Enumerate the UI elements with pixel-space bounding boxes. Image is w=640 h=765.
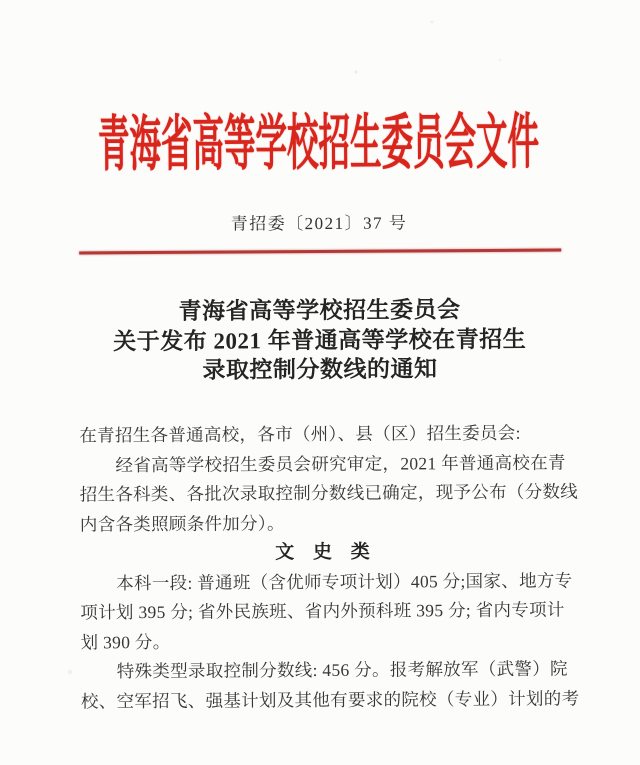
undergrad-tier1-line-3: 划 390 分。 — [80, 631, 171, 652]
intro-paragraph-line-3: 内含各类照顾条件加分）。 — [79, 512, 285, 534]
notice-title-line-1: 青海省高等学校招生委员会 — [178, 297, 461, 324]
special-type-line-2: 校、空军招飞、强基计划及其他有要求的院校（专业）计划的考 — [80, 687, 580, 711]
notice-title — [0, 294, 640, 386]
intro-paragraph-line-1: 经省高等学校招生委员会研究审定，2021 年普通高校在青 — [115, 452, 566, 475]
doc-number: 青招委〔2021〕37 号 — [230, 213, 408, 234]
notice-title-line-3: 录取控制分数线的通知 — [202, 356, 438, 383]
section-heading-liberal-arts: 文 史 类 — [275, 541, 377, 564]
notice-title-line-2: 关于发布 2021 年普通高等学校在青招生 — [113, 326, 527, 354]
undergrad-tier1-line-2: 项计划 395 分; 省外民族班、省内外预科班 395 分; 省内专项计 — [80, 599, 565, 623]
letterhead-title: 青海省高等学校招生委员会文件 — [97, 108, 540, 179]
document-body — [79, 418, 580, 716]
salutation-line: 在青招生各普通高校，各市（州）、县（区）招生委员会: — [79, 422, 521, 446]
intro-paragraph-line-2: 招生各科类、各批次录取控制分数线已确定，现予公布（分数线 — [79, 481, 579, 505]
special-type-line-1: 特殊类型录取控制分数线: 456 分。报考解放军（武警）院 — [116, 658, 568, 682]
red-divider-line — [79, 249, 561, 255]
undergrad-tier1-line-1: 本科一段: 普通班（含优师专项计划）405 分;国家、地方专 — [116, 569, 573, 593]
